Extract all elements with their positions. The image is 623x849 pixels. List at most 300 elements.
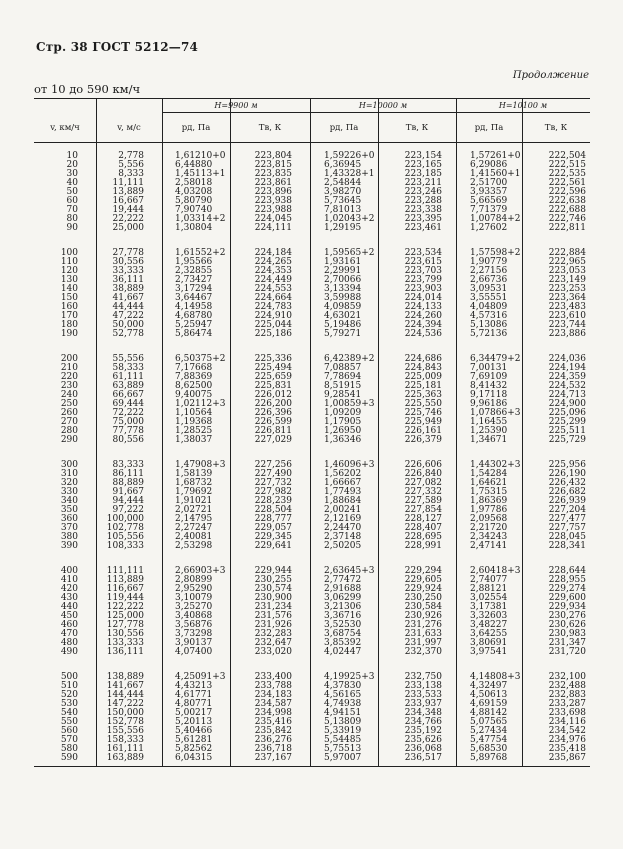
- cell-pressure-2: 6,36945: [324, 160, 362, 170]
- cell-temperature-2: 224,843: [404, 363, 442, 373]
- header-rule: [162, 112, 590, 113]
- cell-speed-ms: 136,111: [106, 647, 144, 657]
- cell-temperature-1: 229,057: [254, 523, 292, 533]
- cell-temperature-2: 231,276: [404, 620, 442, 630]
- cell-pressure-2: 5,73645: [324, 196, 362, 206]
- cell-pressure-2: 2,91688: [324, 584, 362, 594]
- cell-pressure-3: 6,34479+2: [470, 354, 521, 364]
- cell-speed-kmh: 260: [60, 408, 78, 418]
- cell-temperature-1: 227,490: [254, 469, 292, 479]
- cell-speed-kmh: 540: [60, 708, 78, 718]
- cell-temperature-1: 224,184: [254, 248, 292, 258]
- cell-pressure-1: 2,40081: [175, 532, 213, 542]
- cell-temperature-3: 224,900: [548, 399, 586, 409]
- cell-speed-ms: 27,778: [112, 248, 144, 258]
- cell-temperature-2: 224,133: [404, 302, 442, 312]
- cell-speed-kmh: 500: [60, 672, 78, 682]
- header-pressure-2: pд, Па: [329, 123, 359, 133]
- cell-temperature-3: 224,532: [548, 381, 586, 391]
- cell-pressure-1: 5,40466: [175, 726, 213, 736]
- cell-temperature-2: 235,626: [404, 735, 442, 745]
- cell-speed-ms: 161,111: [106, 744, 144, 754]
- cell-pressure-1: 1,28525: [175, 426, 213, 436]
- cell-pressure-2: 1,88684: [324, 496, 362, 506]
- cell-pressure-2: 1,93161: [324, 257, 362, 267]
- cell-temperature-1: 234,587: [254, 699, 292, 709]
- cell-pressure-2: 1,46096+3: [324, 460, 375, 470]
- cell-pressure-3: 1,27602: [470, 223, 508, 233]
- cell-pressure-2: 1,77493: [324, 487, 362, 497]
- cell-temperature-2: 226,606: [404, 460, 442, 470]
- cell-temperature-2: 233,937: [404, 699, 442, 709]
- cell-pressure-2: 6,42389+2: [324, 354, 375, 364]
- cell-pressure-2: 7,08857: [324, 363, 362, 373]
- cell-temperature-2: 223,395: [404, 214, 442, 224]
- cell-temperature-3: 230,983: [548, 629, 586, 639]
- cell-pressure-2: 1,29195: [324, 223, 362, 233]
- cell-temperature-3: 223,886: [548, 329, 586, 339]
- cell-temperature-2: 226,379: [404, 435, 442, 445]
- cell-speed-ms: 122,222: [106, 602, 144, 612]
- cell-pressure-2: 2,37148: [324, 532, 362, 542]
- cell-pressure-1: 4,07400: [175, 647, 213, 657]
- cell-temperature-3: 222,504: [548, 151, 586, 161]
- cell-pressure-3: 2,60418+3: [470, 566, 521, 576]
- cell-speed-kmh: 290: [60, 435, 78, 445]
- cell-temperature-1: 231,234: [254, 602, 292, 612]
- cell-pressure-2: 5,13809: [324, 717, 362, 727]
- cell-temperature-2: 236,517: [404, 753, 442, 763]
- table-row: [34, 754, 590, 763]
- cell-temperature-2: 223,903: [404, 284, 442, 294]
- cell-temperature-1: 230,900: [254, 593, 292, 603]
- cell-speed-ms: 144,444: [106, 690, 144, 700]
- cell-pressure-3: 5,66569: [470, 196, 508, 206]
- cell-temperature-2: 234,766: [404, 717, 442, 727]
- cell-pressure-3: 5,72136: [470, 329, 508, 339]
- cell-pressure-2: 5,97007: [324, 753, 362, 763]
- cell-pressure-3: 4,50613: [470, 690, 508, 700]
- cell-pressure-3: 2,34243: [470, 532, 508, 542]
- cell-speed-kmh: 590: [60, 753, 78, 763]
- cell-temperature-3: 223,364: [548, 293, 586, 303]
- cell-pressure-2: 1,66667: [324, 478, 362, 488]
- cell-pressure-1: 5,25947: [175, 320, 213, 330]
- cell-speed-ms: 116,667: [106, 584, 144, 594]
- cell-temperature-2: 233,533: [404, 690, 442, 700]
- cell-pressure-3: 2,09568: [470, 514, 508, 524]
- cell-speed-kmh: 300: [60, 460, 78, 470]
- cell-pressure-3: 3,02554: [470, 593, 508, 603]
- cell-speed-kmh: 90: [66, 223, 78, 233]
- cell-pressure-3: 1,86369: [470, 496, 508, 506]
- cell-speed-ms: 119,444: [106, 593, 144, 603]
- cell-temperature-2: 225,746: [404, 408, 442, 418]
- cell-speed-kmh: 210: [60, 363, 78, 373]
- cell-pressure-3: 5,47754: [470, 735, 508, 745]
- cell-pressure-3: 3,64255: [470, 629, 508, 639]
- cell-temperature-1: 229,641: [254, 541, 292, 551]
- cell-temperature-2: 224,014: [404, 293, 442, 303]
- cell-temperature-3: 233,287: [548, 699, 586, 709]
- cell-temperature-2: 231,633: [404, 629, 442, 639]
- cell-temperature-1: 227,732: [254, 478, 292, 488]
- header-pressure-1: pд, Па: [181, 123, 211, 133]
- cell-speed-kmh: 490: [60, 647, 78, 657]
- cell-temperature-3: 229,274: [548, 584, 586, 594]
- cell-pressure-1: 2,95290: [175, 584, 213, 594]
- cell-temperature-2: 223,185: [404, 169, 442, 179]
- cell-pressure-3: 5,27434: [470, 726, 508, 736]
- cell-pressure-2: 4,02447: [324, 647, 362, 657]
- cell-temperature-3: 226,682: [548, 487, 586, 497]
- cell-speed-ms: 113,889: [106, 575, 144, 585]
- cell-temperature-3: 222,811: [548, 223, 586, 233]
- cell-temperature-2: 223,246: [404, 187, 442, 197]
- cell-pressure-3: 1,54284: [470, 469, 508, 479]
- cell-speed-kmh: 320: [60, 478, 78, 488]
- cell-pressure-1: 3,17294: [175, 284, 213, 294]
- cell-pressure-3: 5,13086: [470, 320, 508, 330]
- cell-temperature-2: 225,181: [404, 381, 442, 391]
- cell-pressure-2: 1,00859+3: [324, 399, 375, 409]
- cell-pressure-1: 1,61210+0: [175, 151, 226, 161]
- cell-temperature-1: 237,167: [254, 753, 292, 763]
- cell-temperature-1: 226,599: [254, 417, 292, 427]
- cell-pressure-3: 3,97541: [470, 647, 508, 657]
- cell-pressure-3: 2,51700: [470, 178, 508, 188]
- cell-temperature-1: 234,183: [254, 690, 292, 700]
- cell-speed-ms: 155,556: [106, 726, 144, 736]
- cell-temperature-2: 227,332: [404, 487, 442, 497]
- cell-temperature-2: 223,703: [404, 266, 442, 276]
- cell-temperature-3: 228,045: [548, 532, 586, 542]
- cell-speed-ms: 102,778: [106, 523, 144, 533]
- cell-pressure-2: 2,50205: [324, 541, 362, 551]
- cell-pressure-1: 4,14958: [175, 302, 213, 312]
- cell-speed-kmh: 170: [60, 311, 78, 321]
- cell-pressure-2: 4,37830: [324, 681, 362, 691]
- cell-temperature-3: 235,418: [548, 744, 586, 754]
- cell-temperature-2: 230,926: [404, 611, 442, 621]
- cell-pressure-1: 2,27247: [175, 523, 213, 533]
- cell-speed-ms: 13,889: [112, 187, 144, 197]
- cell-temperature-2: 225,949: [404, 417, 442, 427]
- cell-pressure-3: 3,32603: [470, 611, 508, 621]
- cell-temperature-2: 236,068: [404, 744, 442, 754]
- cell-pressure-1: 2,53298: [175, 541, 213, 551]
- header-altitude-1: H=9900 м: [214, 101, 258, 110]
- cell-temperature-3: 229,600: [548, 593, 586, 603]
- cell-temperature-2: 230,250: [404, 593, 442, 603]
- table-row: [34, 542, 590, 551]
- cell-pressure-1: 2,73427: [175, 275, 213, 285]
- header-temperature-2: Tв, К: [405, 123, 429, 133]
- cell-speed-kmh: 140: [60, 284, 78, 294]
- cell-pressure-2: 8,51915: [324, 381, 362, 391]
- cell-temperature-2: 228,991: [404, 541, 442, 551]
- cell-temperature-1: 236,276: [254, 735, 292, 745]
- cell-pressure-1: 1,10564: [175, 408, 213, 418]
- cell-temperature-3: 223,610: [548, 311, 586, 321]
- cell-temperature-1: 223,988: [254, 205, 292, 215]
- cell-pressure-2: 1,26950: [324, 426, 362, 436]
- cell-pressure-2: 1,59565+2: [324, 248, 375, 258]
- cell-pressure-2: 3,98270: [324, 187, 362, 197]
- cell-speed-ms: 50,000: [112, 320, 144, 330]
- cell-temperature-1: 224,045: [254, 214, 292, 224]
- cell-temperature-3: 228,341: [548, 541, 586, 551]
- cell-temperature-1: 229,345: [254, 532, 292, 542]
- header-speed-kmh: v, км/ч: [50, 123, 80, 133]
- cell-speed-kmh: 240: [60, 390, 78, 400]
- cell-speed-ms: 33,333: [112, 266, 144, 276]
- cell-pressure-2: 2,77472: [324, 575, 362, 585]
- cell-temperature-2: 223,615: [404, 257, 442, 267]
- cell-temperature-3: 231,720: [548, 647, 586, 657]
- cell-temperature-2: 227,082: [404, 478, 442, 488]
- cell-temperature-2: 223,461: [404, 223, 442, 233]
- cell-pressure-2: 2,54844: [324, 178, 362, 188]
- cell-temperature-1: 231,926: [254, 620, 292, 630]
- cell-speed-ms: 88,889: [112, 478, 144, 488]
- cell-pressure-1: 9,40075: [175, 390, 213, 400]
- range-caption: от 10 до 590 км/ч: [34, 82, 141, 96]
- cell-speed-kmh: 380: [60, 532, 78, 542]
- cell-temperature-3: 225,956: [548, 460, 586, 470]
- cell-speed-ms: 2,778: [118, 151, 144, 161]
- cell-pressure-1: 8,62500: [175, 381, 213, 391]
- cell-speed-kmh: 410: [60, 575, 78, 585]
- cell-pressure-1: 5,82562: [175, 744, 213, 754]
- cell-speed-kmh: 460: [60, 620, 78, 630]
- cell-temperature-3: 223,483: [548, 302, 586, 312]
- cell-speed-kmh: 10: [66, 151, 78, 161]
- cell-temperature-2: 228,407: [404, 523, 442, 533]
- cell-temperature-3: 235,867: [548, 753, 586, 763]
- cell-pressure-1: 1,19368: [175, 417, 213, 427]
- cell-pressure-3: 6,29086: [470, 160, 508, 170]
- cell-pressure-2: 2,70066: [324, 275, 362, 285]
- cell-temperature-3: 225,511: [548, 426, 586, 436]
- cell-speed-kmh: 390: [60, 541, 78, 551]
- cell-pressure-2: 5,75513: [324, 744, 362, 754]
- cell-pressure-3: 1,57598+2: [470, 248, 521, 258]
- cell-pressure-3: 1,00784+2: [470, 214, 521, 224]
- cell-pressure-1: 4,68780: [175, 311, 213, 321]
- cell-temperature-3: 222,688: [548, 205, 586, 215]
- cell-temperature-3: 222,746: [548, 214, 586, 224]
- cell-speed-ms: 52,778: [112, 329, 144, 339]
- cell-temperature-3: 230,276: [548, 611, 586, 621]
- cell-pressure-2: 3,21306: [324, 602, 362, 612]
- cell-temperature-3: 223,744: [548, 320, 586, 330]
- cell-speed-ms: 147,222: [106, 699, 144, 709]
- cell-temperature-2: 224,394: [404, 320, 442, 330]
- cell-pressure-1: 5,00217: [175, 708, 213, 718]
- cell-speed-kmh: 520: [60, 690, 78, 700]
- table-row: [34, 436, 590, 445]
- cell-pressure-3: 1,44302+3: [470, 460, 521, 470]
- cell-speed-kmh: 50: [66, 187, 78, 197]
- cell-temperature-3: 222,561: [548, 178, 586, 188]
- cell-temperature-1: 227,029: [254, 435, 292, 445]
- cell-temperature-3: 228,955: [548, 575, 586, 585]
- cell-temperature-3: 234,976: [548, 735, 586, 745]
- cell-temperature-3: 224,036: [548, 354, 586, 364]
- cell-pressure-3: 3,09531: [470, 284, 508, 294]
- cell-pressure-1: 1,45113+1: [175, 169, 226, 179]
- cell-speed-kmh: 510: [60, 681, 78, 691]
- cell-temperature-1: 223,804: [254, 151, 292, 161]
- cell-pressure-3: 9,96186: [470, 399, 508, 409]
- cell-pressure-2: 4,74938: [324, 699, 362, 709]
- cell-speed-kmh: 190: [60, 329, 78, 339]
- cell-temperature-1: 223,815: [254, 160, 292, 170]
- cell-temperature-3: 230,626: [548, 620, 586, 630]
- cell-temperature-1: 224,783: [254, 302, 292, 312]
- cell-speed-kmh: 120: [60, 266, 78, 276]
- cell-temperature-1: 227,982: [254, 487, 292, 497]
- continuation-note: Продолжение: [512, 70, 589, 81]
- cell-speed-ms: 83,333: [112, 460, 144, 470]
- cell-pressure-1: 2,32855: [175, 266, 213, 276]
- cell-pressure-2: 3,13394: [324, 284, 362, 294]
- cell-temperature-1: 225,494: [254, 363, 292, 373]
- cell-temperature-2: 230,584: [404, 602, 442, 612]
- cell-speed-kmh: 420: [60, 584, 78, 594]
- cell-pressure-1: 1,68732: [175, 478, 213, 488]
- cell-temperature-1: 225,831: [254, 381, 292, 391]
- cell-pressure-1: 2,14795: [175, 514, 213, 524]
- cell-pressure-3: 4,57316: [470, 311, 508, 321]
- cell-temperature-1: 226,200: [254, 399, 292, 409]
- cell-speed-ms: 44,444: [112, 302, 144, 312]
- cell-pressure-3: 3,80691: [470, 638, 508, 648]
- cell-pressure-2: 1,59226+0: [324, 151, 375, 161]
- cell-temperature-3: 226,190: [548, 469, 586, 479]
- cell-pressure-2: 3,59988: [324, 293, 362, 303]
- cell-speed-kmh: 530: [60, 699, 78, 709]
- cell-speed-kmh: 220: [60, 372, 78, 382]
- cell-speed-ms: 75,000: [112, 417, 144, 427]
- cell-temperature-2: 228,127: [404, 514, 442, 524]
- cell-temperature-3: 222,596: [548, 187, 586, 197]
- cell-speed-ms: 141,667: [106, 681, 144, 691]
- cell-pressure-3: 7,71379: [470, 205, 508, 215]
- cell-speed-kmh: 100: [60, 248, 78, 258]
- cell-temperature-1: 230,255: [254, 575, 292, 585]
- cell-pressure-1: 3,90137: [175, 638, 213, 648]
- cell-speed-ms: 111,111: [106, 566, 144, 576]
- cell-temperature-2: 228,695: [404, 532, 442, 542]
- cell-pressure-3: 1,16455: [470, 417, 508, 427]
- cell-speed-kmh: 430: [60, 593, 78, 603]
- cell-speed-kmh: 370: [60, 523, 78, 533]
- cell-pressure-1: 1,47908+3: [175, 460, 226, 470]
- cell-pressure-1: 1,03314+2: [175, 214, 226, 224]
- cell-pressure-2: 5,19486: [324, 320, 362, 330]
- cell-pressure-2: 4,94151: [324, 708, 362, 718]
- cell-speed-ms: 61,111: [112, 372, 144, 382]
- cell-temperature-1: 224,664: [254, 293, 292, 303]
- cell-pressure-2: 4,56165: [324, 690, 362, 700]
- cell-pressure-1: 4,43213: [175, 681, 213, 691]
- cell-pressure-1: 2,58018: [175, 178, 213, 188]
- cell-speed-kmh: 40: [66, 178, 78, 188]
- cell-speed-kmh: 450: [60, 611, 78, 621]
- cell-temperature-2: 223,154: [404, 151, 442, 161]
- cell-temperature-3: 222,965: [548, 257, 586, 267]
- cell-temperature-3: 224,713: [548, 390, 586, 400]
- cell-pressure-1: 3,73298: [175, 629, 213, 639]
- cell-pressure-2: 1,56202: [324, 469, 362, 479]
- cell-speed-kmh: 400: [60, 566, 78, 576]
- cell-speed-kmh: 560: [60, 726, 78, 736]
- cell-speed-ms: 30,556: [112, 257, 144, 267]
- table-row: [34, 330, 590, 339]
- cell-temperature-3: 223,253: [548, 284, 586, 294]
- cell-pressure-2: 1,09209: [324, 408, 362, 418]
- cell-temperature-3: 225,096: [548, 408, 586, 418]
- cell-pressure-1: 1,30804: [175, 223, 213, 233]
- cell-pressure-1: 6,44880: [175, 160, 213, 170]
- cell-temperature-2: 231,997: [404, 638, 442, 648]
- cell-temperature-1: 231,576: [254, 611, 292, 621]
- cell-speed-ms: 130,556: [106, 629, 144, 639]
- cell-pressure-1: 7,88369: [175, 372, 213, 382]
- cell-temperature-2: 232,370: [404, 647, 442, 657]
- cell-speed-kmh: 230: [60, 381, 78, 391]
- cell-speed-ms: 150,000: [106, 708, 144, 718]
- cell-speed-ms: 94,444: [112, 496, 144, 506]
- cell-pressure-3: 1,97786: [470, 505, 508, 515]
- cell-pressure-2: 4,09859: [324, 302, 362, 312]
- cell-temperature-1: 235,416: [254, 717, 292, 727]
- cell-temperature-3: 226,939: [548, 496, 586, 506]
- cell-speed-kmh: 360: [60, 514, 78, 524]
- cell-temperature-1: 228,777: [254, 514, 292, 524]
- cell-temperature-1: 226,012: [254, 390, 292, 400]
- cell-pressure-2: 2,24470: [324, 523, 362, 533]
- cell-speed-kmh: 440: [60, 602, 78, 612]
- cell-temperature-3: 228,644: [548, 566, 586, 576]
- cell-temperature-1: 225,044: [254, 320, 292, 330]
- cell-speed-ms: 47,222: [112, 311, 144, 321]
- cell-temperature-1: 225,336: [254, 354, 292, 364]
- cell-pressure-3: 3,48227: [470, 620, 508, 630]
- page-header: Стр. 38 ГОСТ 5212—74: [36, 40, 199, 54]
- cell-temperature-2: 224,686: [404, 354, 442, 364]
- header-speed-ms: v, м/с: [117, 123, 141, 133]
- cell-pressure-3: 2,88121: [470, 584, 508, 594]
- cell-pressure-3: 1,25390: [470, 426, 508, 436]
- cell-pressure-2: 2,00241: [324, 505, 362, 515]
- cell-pressure-3: 2,47141: [470, 541, 508, 551]
- cell-speed-ms: 158,333: [106, 735, 144, 745]
- cell-pressure-1: 3,40868: [175, 611, 213, 621]
- cell-temperature-1: 226,811: [254, 426, 292, 436]
- cell-pressure-2: 2,29991: [324, 266, 362, 276]
- cell-pressure-3: 1,64621: [470, 478, 508, 488]
- cell-temperature-1: 226,396: [254, 408, 292, 418]
- cell-temperature-1: 227,256: [254, 460, 292, 470]
- header-temperature-1: Tв, К: [258, 123, 282, 133]
- cell-speed-ms: 63,889: [112, 381, 144, 391]
- header-pressure-3: pд, Па: [474, 123, 504, 133]
- cell-temperature-2: 224,536: [404, 329, 442, 339]
- cell-pressure-2: 5,79271: [324, 329, 362, 339]
